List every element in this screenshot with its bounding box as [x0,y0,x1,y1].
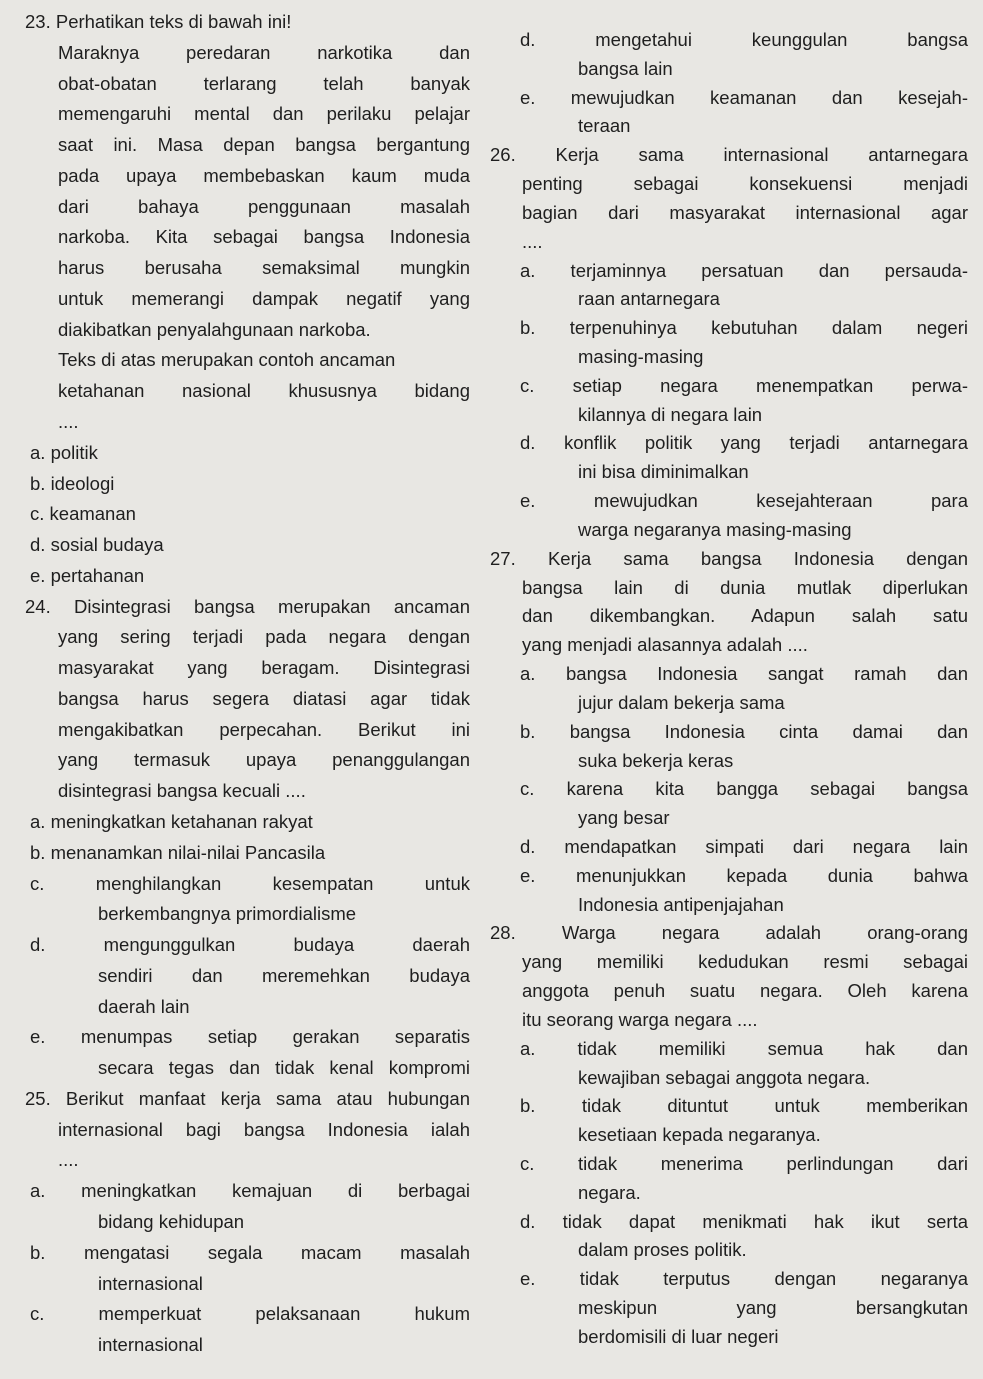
option-line: c. keamanan [30,503,136,525]
option-line: e. tidak terputus dengan negaranya [520,1268,968,1290]
text-line: yang memiliki kedudukan resmi sebagai [522,951,968,973]
text-line: internasional [98,1272,203,1294]
text-line: .... [522,230,543,252]
text-line: meskipun yang bersangkutan [578,1297,968,1319]
question-line: 27. Kerja sama bangsa Indonesia dengan [490,547,968,569]
text-line: bangsa lain di dunia mutlak diperlukan [522,576,968,598]
option-line: b. ideologi [30,472,115,494]
option-line: d. mengetahui keunggulan bangsa [520,29,968,50]
text-line: mengakibatkan perpecahan. Berikut ini [58,718,470,740]
text-line: penting sebagai konsekuensi menjadi [522,173,968,195]
option-line: e. mewujudkan keamanan dan kesejah- [520,86,968,108]
question-line: 26. Kerja sama internasional antarnegara [490,144,968,166]
text-line: internasional [98,1334,203,1356]
text-line: ketahanan nasional khususnya bidang [58,380,470,402]
text-line: masyarakat yang beragam. Disintegrasi [58,657,470,679]
text-line: internasional bagi bangsa Indonesia ialah [58,1118,470,1140]
text-line: sendiri dan meremehkan budaya [98,964,470,986]
text-line: negara. [578,1181,641,1203]
text-line: secara tegas dan tidak kenal kompromi [98,1057,470,1079]
text-line: pada upaya membebaskan kaum muda [58,164,470,186]
option-line: b. bangsa Indonesia cinta damai dan [520,720,968,742]
text-line: yang besar [578,807,670,829]
text-line: suka bekerja keras [578,749,734,771]
option-line: a. meningkatkan kemajuan di berbagai [30,1180,470,1202]
text-line: .... [58,411,79,432]
option-line: e. pertahanan [30,564,145,586]
option-line: d. konflik politik yang terjadi antarnegara [520,432,968,454]
option-line: a. politik [30,441,98,463]
option-line: d. mendapatkan simpati dari negara lain [520,835,968,857]
text-line: dalam proses politik. [578,1239,747,1261]
text-line: saat ini. Masa depan bangsa bergantung [58,134,470,156]
text-line: yang sering terjadi pada negara dengan [58,626,470,648]
option-line: b. menanamkan nilai-nilai Pancasila [30,841,326,863]
option-line: a. terjaminnya persatuan dan persauda- [520,259,968,281]
text-line: daerah lain [98,995,190,1017]
text-line: bagian dari masyarakat internasional agar [522,201,968,223]
text-line: obat-obatan terlarang telah banyak [58,72,470,94]
text-line: kewajiban sebagai anggota negara. [578,1066,871,1088]
text-line: warga negaranya masing-masing [578,518,852,540]
text-line: berkembangnya primordialisme [98,903,357,925]
option-line: b. mengatasi segala macam masalah [30,1241,470,1263]
text-line: harus berusaha semaksimal mungkin [58,257,470,279]
text-line: Maraknya peredaran narkotika dan [58,41,470,63]
text-line: diakibatkan penyalahgunaan narkoba. [58,318,371,340]
text-line: narkoba. Kita sebagai bangsa Indonesia [58,226,470,248]
option-line: a. meningkatkan ketahanan rakyat [30,811,313,833]
option-line: a. bangsa Indonesia sangat ramah dan [520,663,968,685]
text-line: berdomisili di luar negeri [578,1325,779,1347]
question-line: 28. Warga negara adalah orang-orang [490,922,968,944]
text-line: kesetiaan kepada negaranya. [578,1124,821,1146]
option-line: a. tidak memiliki semua hak dan [520,1037,968,1059]
option-line: c. tidak menerima perlindungan dari [520,1152,968,1174]
text-line: masing-masing [578,346,704,368]
option-line: b. tidak dituntut untuk memberikan [520,1095,968,1117]
text-line: itu seorang warga negara .... [522,1008,758,1030]
option-line: e. menunjukkan kepada dunia bahwa [520,864,968,886]
option-line: c. setiap negara menempatkan perwa- [520,374,968,396]
option-line: d. tidak dapat menikmati hak ikut serta [520,1210,968,1232]
question-line: 23. Perhatikan teks di bawah ini! [25,11,292,32]
text-line: dan dikembangkan. Adapun salah satu [522,605,968,627]
text-line: disintegrasi bangsa kecuali .... [58,780,306,802]
text-line: raan antarnegara [578,288,720,310]
option-line: c. karena kita bangga sebagai bangsa [520,778,968,800]
text-line: Indonesia antipenjajahan [578,893,784,915]
question-line: 25. Berikut manfaat kerja sama atau hubungan [25,1087,470,1109]
option-line: d. sosial budaya [30,534,164,556]
option-line: b. terpenuhinya kebutuhan dalam negeri [520,317,968,339]
text-line: kilannya di negara lain [578,403,763,425]
text-line: bangsa lain [578,57,673,79]
option-line: e. mewujudkan kesejahteraan para [520,490,968,512]
option-line: d. mengunggulkan budaya daerah [30,934,470,956]
text-line: bidang kehidupan [98,1211,245,1233]
text-line: untuk memerangi dampak negatif yang [58,287,470,309]
text-line: Teks di atas merupakan contoh ancaman [58,349,396,371]
text-line: memengaruhi mental dan perilaku pelajar [58,103,470,125]
text-line: ini bisa diminimalkan [578,461,749,483]
text-line: yang menjadi alasannya adalah .... [522,634,808,656]
question-line: 24. Disintegrasi bangsa merupakan ancaman [25,595,470,617]
option-line: c. menghilangkan kesempatan untuk [30,872,470,894]
option-line: e. menumpas setiap gerakan separatis [30,1026,470,1048]
text-line: jujur dalam bekerja sama [578,691,785,713]
text-line: yang termasuk upaya penanggulangan [58,749,470,771]
text-line: teraan [578,115,631,137]
text-line: anggota penuh suatu negara. Oleh karena [522,980,968,1002]
text-line: .... [58,1149,79,1171]
text-line: bangsa harus segera diatasi agar tidak [58,687,470,709]
option-line: c. memperkuat pelaksanaan hukum [30,1303,470,1325]
text-line: dari bahaya penggunaan masalah [58,195,470,217]
